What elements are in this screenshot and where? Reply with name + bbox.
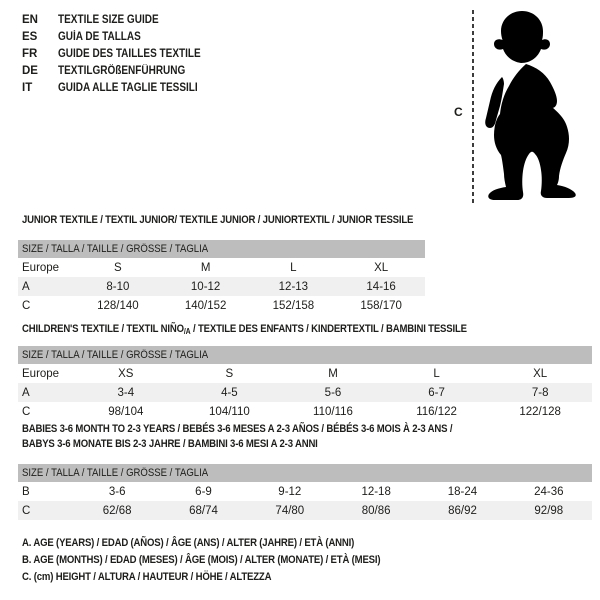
legend-row-es bbox=[22, 28, 222, 45]
language-code: EN bbox=[22, 13, 38, 26]
legend-label: TEXTILGRÖßENFÜHRUNG bbox=[58, 64, 186, 77]
cell-value: 116/122 bbox=[416, 405, 457, 418]
height-measure-label: C bbox=[454, 105, 463, 119]
row-label: C bbox=[22, 405, 31, 418]
cell-value: 12-13 bbox=[278, 280, 309, 293]
cell-value: XL bbox=[533, 367, 548, 380]
height-measure-dashed-line bbox=[472, 10, 474, 206]
cell-value: 152/158 bbox=[272, 299, 315, 312]
cell-value: 140/152 bbox=[184, 299, 227, 312]
cell-value: 10-12 bbox=[190, 280, 221, 293]
size-header-bar: SIZE / TALLA / TAILLE / GRÖSSE / TAGLIA bbox=[18, 346, 592, 364]
table-row bbox=[18, 364, 592, 383]
cell-value: S bbox=[225, 367, 234, 380]
childrens-size-table bbox=[18, 346, 592, 421]
row-label: Europe bbox=[22, 367, 60, 380]
legend-label: GUÍA DE TALLAS bbox=[58, 30, 141, 43]
language-legend bbox=[22, 11, 222, 96]
cell-value: 128/140 bbox=[97, 299, 139, 312]
babies-table-title: BABIES 3-6 MONTH TO 2-3 YEARS / BEBÉS 3-6 MESES A 2-3 AÑOS / BÉBÉS 3-6 MOIS À 2-3 ANS / BABYS 3-6 MONATE BIS 2-3 JAHRE / BAMBINI 3-6 MESI A 2-3 ANNI bbox=[22, 423, 453, 450]
cell-value: 12-18 bbox=[361, 485, 391, 498]
cell-value: S bbox=[114, 261, 122, 274]
table-row bbox=[18, 402, 592, 421]
legend-row-fr bbox=[22, 45, 222, 62]
table-row bbox=[18, 258, 425, 277]
legend-label: GUIDA ALLE TAGLIE TESSILI bbox=[58, 81, 198, 94]
row-label: B bbox=[22, 485, 30, 498]
table-row bbox=[18, 277, 425, 296]
junior-size-table bbox=[18, 240, 425, 315]
table-row bbox=[18, 501, 592, 520]
table-row bbox=[18, 296, 425, 315]
childrens-table-title: CHILDREN'S TEXTILE / TEXTIL $NIÑO_{/A}$ / TEXTILE DES ENFANTS / KINDERTEXTIL / BAMBINI TESSILE bbox=[22, 323, 467, 336]
cell-value: 18-24 bbox=[447, 485, 478, 498]
cell-value: 3-6 bbox=[108, 485, 126, 498]
cell-value: XS bbox=[118, 367, 134, 380]
cell-value: L bbox=[433, 367, 440, 380]
language-code: FR bbox=[22, 47, 38, 60]
size-header-bar: SIZE / TALLA / TAILLE / GRÖSSE / TAGLIA bbox=[18, 240, 425, 258]
row-label: Europe bbox=[22, 261, 60, 274]
footnote-b: B. AGE (MONTHS) / EDAD (MESES) / ÂGE (MOIS) / ALTER (MONATE) / ETÀ (MESI) bbox=[22, 554, 381, 566]
cell-value: 104/110 bbox=[209, 405, 250, 418]
cell-value: 74/80 bbox=[275, 504, 305, 517]
babies-size-table bbox=[18, 464, 592, 520]
cell-value: 6-7 bbox=[428, 386, 445, 399]
cell-value: 92/98 bbox=[534, 504, 564, 517]
cell-value: 6-9 bbox=[195, 485, 212, 498]
cell-value: 5-6 bbox=[324, 386, 342, 399]
footnote-a: A. AGE (YEARS) / EDAD (AÑOS) / ÂGE (ANS) / ALTER (JAHRE) / ETÀ (ANNI) bbox=[22, 537, 355, 549]
language-code: IT bbox=[22, 81, 33, 94]
row-label: C bbox=[22, 504, 31, 517]
cell-value: 62/68 bbox=[102, 504, 132, 517]
size-header-bar: SIZE / TALLA / TAILLE / GRÖSSE / TAGLIA bbox=[18, 464, 592, 482]
legend-label: TEXTILE SIZE GUIDE bbox=[58, 13, 159, 26]
cell-value: 3-4 bbox=[117, 386, 135, 399]
baby-silhouette bbox=[482, 8, 592, 206]
cell-value: XL bbox=[374, 261, 389, 274]
cell-value: 110/116 bbox=[313, 405, 353, 418]
cell-value: 9-12 bbox=[278, 485, 302, 498]
cell-value: 4-5 bbox=[221, 386, 238, 399]
language-code: DE bbox=[22, 64, 38, 77]
legend-row-en bbox=[22, 11, 222, 28]
footnotes bbox=[22, 537, 434, 588]
cell-value: 7-8 bbox=[531, 386, 549, 399]
cell-value: M bbox=[328, 367, 338, 380]
cell-value: M bbox=[200, 261, 211, 274]
cell-value: 122/128 bbox=[519, 405, 561, 418]
cell-value: 158/170 bbox=[360, 299, 402, 312]
row-label: A bbox=[22, 386, 30, 399]
legend-row-it bbox=[22, 79, 222, 96]
cell-value: L bbox=[290, 261, 297, 274]
cell-value: 24-36 bbox=[534, 485, 564, 498]
language-code: ES bbox=[22, 30, 38, 43]
cell-value: 8-10 bbox=[106, 280, 130, 293]
table-row bbox=[18, 482, 592, 501]
cell-value: 98/104 bbox=[108, 405, 144, 418]
cell-value: 80/86 bbox=[361, 504, 391, 517]
legend-row-de bbox=[22, 62, 222, 79]
legend-label: GUIDE DES TAILLES TEXTILE bbox=[58, 47, 201, 60]
cell-value: 86/92 bbox=[448, 504, 477, 517]
junior-table-title: JUNIOR TEXTILE / TEXTIL JUNIOR/ TEXTILE JUNIOR / JUNIORTEXTIL / JUNIOR TESSILE bbox=[22, 214, 414, 226]
table-row bbox=[18, 383, 592, 402]
row-label: A bbox=[22, 280, 30, 293]
cell-value: 14-16 bbox=[366, 280, 396, 293]
cell-value: 68/74 bbox=[189, 504, 218, 517]
row-label: C bbox=[22, 299, 31, 312]
footnote-c: C. (cm) HEIGHT / ALTURA / HAUTEUR / HÖHE / ALTEZZA bbox=[22, 571, 272, 583]
